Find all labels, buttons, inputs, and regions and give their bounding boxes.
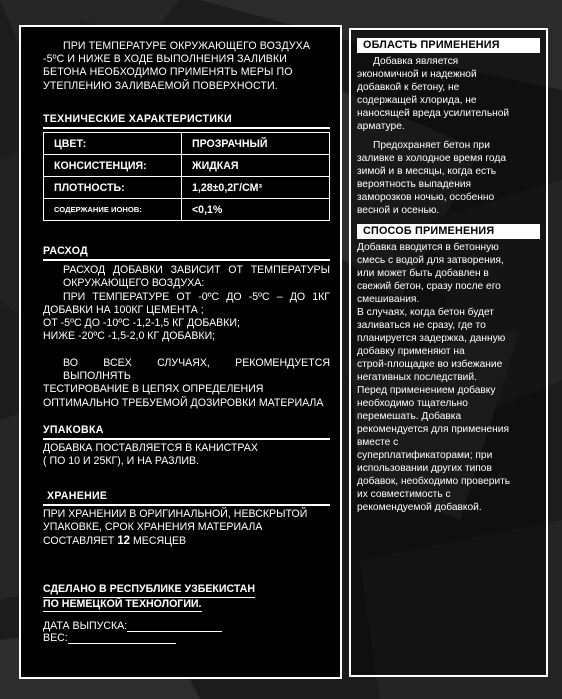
technology-line: ПО НЕМЕЦКОЙ ТЕХНОЛОГИИ. bbox=[43, 598, 202, 613]
method-line: перемешать. Добавка bbox=[357, 411, 462, 422]
area-line: вероятность выпадения bbox=[357, 179, 472, 190]
intro-text bbox=[43, 40, 333, 93]
weight-label: ВЕС: bbox=[43, 632, 68, 644]
spec-key-ions: СОДЕРЖАНИЕ ИОНОВ: bbox=[44, 199, 182, 221]
spec-value-ions: <0,1% bbox=[182, 199, 330, 221]
storage-months-number: 12 bbox=[117, 534, 130, 547]
storage-line-prefix: СОСТАВЛЯЕТ bbox=[43, 534, 115, 547]
table-row bbox=[44, 133, 330, 155]
method-line: строй-площадке во избежание bbox=[357, 359, 503, 370]
storage-line-suffix: МЕСЯЦЕВ bbox=[132, 534, 187, 547]
packaging-heading-underline bbox=[43, 438, 330, 440]
table-row bbox=[44, 177, 330, 199]
consumption-heading: РАСХОД bbox=[43, 245, 89, 257]
consumption-heading-underline bbox=[43, 259, 330, 261]
area-line: весной и осенью. bbox=[357, 205, 440, 216]
area-line: Предохраняет бетон при bbox=[373, 140, 490, 151]
spec-key-density: ПЛОТНОСТЬ: bbox=[44, 177, 182, 199]
area-line: заморозков ночью, особенно bbox=[357, 192, 495, 203]
consumption-line: ОПТИМАЛЬНО ТРЕБУЕМОЙ ДОЗИРОВКИ МАТЕРИАЛА bbox=[43, 396, 324, 409]
method-line: суперплатификаторами; при bbox=[357, 450, 493, 461]
consumption-line: РАСХОД ДОБАВКИ ЗАВИСИТ ОТ ТЕМПЕРАТУРЫ bbox=[63, 264, 330, 276]
consumption-line: НИЖЕ -20ºС -1,5-2,0 КГ ДОБАВКИ; bbox=[43, 330, 216, 343]
storage-line: УПАКОВКЕ, СРОК ХРАНЕНИЯ МАТЕРИАЛА bbox=[43, 521, 263, 534]
release-date-field bbox=[43, 620, 222, 632]
weight-field bbox=[43, 632, 176, 644]
method-line: использовании других типов bbox=[357, 463, 492, 474]
application-area-text bbox=[357, 55, 543, 217]
method-line: рекомендуемой добавкой. bbox=[357, 502, 482, 513]
storage-heading: ХРАНЕНИЕ bbox=[47, 490, 108, 502]
packaging-line: ( ПО 10 И 25КГ), И НА РАЗЛИВ. bbox=[43, 455, 200, 468]
method-line: негативных последствий. bbox=[357, 372, 477, 383]
method-line: вместе с bbox=[357, 437, 399, 448]
method-line: заливаться не сразу, где то bbox=[357, 320, 486, 331]
application-area-heading: ОБЛАСТЬ ПРИМЕНЕНИЯ bbox=[357, 38, 540, 53]
method-line: или может быть добавлен в bbox=[357, 268, 489, 279]
method-line: необходимо тщательно bbox=[357, 398, 468, 409]
tech-heading: ТЕХНИЧЕСКИЕ ХАРАКТЕРИСТИКИ bbox=[43, 113, 232, 125]
area-line: содержащей хлорида, не bbox=[357, 95, 477, 106]
consumption-line: ДОБАВКИ НА 100КГ ЦЕМЕНТА ; bbox=[43, 303, 204, 316]
spec-value-consistency: ЖИДКАЯ bbox=[182, 155, 330, 177]
method-line: В случаях, когда бетон будет bbox=[357, 307, 494, 318]
application-method-text bbox=[357, 241, 543, 514]
tech-heading-underline bbox=[43, 127, 330, 129]
method-line: добавку применяют на bbox=[357, 346, 465, 357]
consumption-line: ТЕСТИРОВАНИЕ В ЦЕПЯХ ОПРЕДЕЛЕНИЯ bbox=[43, 383, 264, 396]
release-date-label: ДАТА ВЫПУСКА: bbox=[43, 620, 128, 632]
packaging-line: ДОБАВКА ПОСТАВЛЯЕТСЯ В КАНИСТРАХ bbox=[43, 442, 258, 454]
method-line: смесь с водой для затворения, bbox=[357, 255, 504, 266]
spec-key-consistency: КОНСИСТЕНЦИЯ: bbox=[44, 155, 182, 177]
method-line: смешивания. bbox=[357, 294, 420, 305]
area-line: зимой и в месяцы, когда есть bbox=[357, 166, 497, 177]
made-in-line: СДЕЛАНО В РЕСПУБЛИКЕ УЗБЕКИСТАН bbox=[43, 583, 255, 598]
application-method-heading: СПОСОБ ПРИМЕНЕНИЯ bbox=[357, 224, 540, 239]
consumption-line: ОКРУЖАЮЩЕГО ВОЗДУХА: bbox=[63, 277, 205, 290]
storage-text bbox=[43, 508, 333, 548]
table-row bbox=[44, 199, 330, 221]
made-in-block bbox=[43, 583, 255, 612]
packaging-heading: УПАКОВКА bbox=[43, 424, 104, 436]
spec-value-density: 1,28±0,2Г/СМ³ bbox=[182, 177, 330, 199]
area-line: наносящей вреда усилительной bbox=[357, 108, 510, 119]
consumption-text bbox=[43, 264, 330, 410]
method-line: Перед применением добавку bbox=[357, 385, 496, 396]
area-line: арматуре. bbox=[357, 121, 405, 132]
method-line: их совместимость с bbox=[357, 489, 451, 500]
area-line: заливке в холодное время года bbox=[357, 153, 506, 164]
packaging-text bbox=[43, 442, 330, 469]
weight-blank bbox=[68, 643, 176, 644]
consumption-line: ВО ВСЕХ СЛУЧАЯХ, РЕКОМЕНДУЕТСЯ ВЫПОЛНЯТЬ bbox=[63, 356, 330, 383]
area-line: Добавка является bbox=[373, 56, 459, 67]
method-line: рекомендуется для применения bbox=[357, 424, 510, 435]
method-line: добавок, необходимо проверить bbox=[357, 476, 511, 487]
storage-heading-underline bbox=[43, 504, 330, 506]
intro-paragraph: ПРИ ТЕМПЕРАТУРЕ ОКРУЖАЮЩЕГО ВОЗДУХА -5ºС И НИЖЕ В ХОДЕ ВЫПОЛНЕНИЯ ЗАЛИВКИ БЕТОНА НЕОБХОДИМО ПРИМЕНЯТЬ МЕРЫ ПО УТЕПЛЕНИЮ ЗАЛИВАЕМОЙ ПОВЕРХНОСТИ. bbox=[43, 40, 311, 92]
area-line: добавкой к бетону, не bbox=[357, 82, 460, 93]
consumption-line: ПРИ ТЕМПЕРАТУРЕ ОТ -0ºС ДО -5ºС – ДО 1КГ bbox=[63, 290, 330, 303]
spec-key-color: ЦВЕТ: bbox=[44, 133, 182, 155]
method-line: Добавка вводится в бетонную bbox=[357, 242, 499, 253]
method-line: свежий бетон, сразу после его bbox=[357, 281, 501, 292]
method-line: планируется задержка, данную bbox=[357, 333, 506, 344]
consumption-line: ОТ -5ºС ДО -10ºС -1,2-1,5 КГ ДОБАВКИ; bbox=[43, 317, 240, 330]
table-row bbox=[44, 155, 330, 177]
spec-value-color: ПРОЗРАЧНЫЙ bbox=[182, 133, 330, 155]
tech-spec-table bbox=[43, 132, 330, 221]
area-line: экономичной и надежной bbox=[357, 69, 477, 80]
storage-line: ПРИ ХРАНЕНИИ В ОРИГИНАЛЬНОЙ, НЕВСКРЫТОЙ bbox=[43, 508, 308, 520]
